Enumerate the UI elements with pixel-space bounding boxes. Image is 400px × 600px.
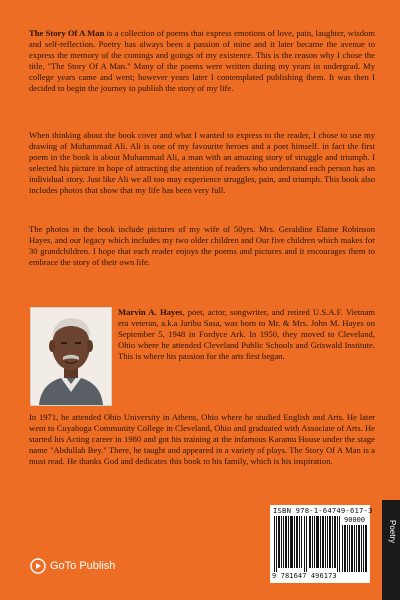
cover-paragraph: When thinking about the book cover and what I wanted to express to the reader, I chose to use my drawing of Muhammad Ali. Ali is one of my favourite heroes and a poet himself. in fact the first poem in the book is about Muhammad Ali, a man with an amazing story of struggle and triumph. I selected his picture in hope of attracting the attention of readers who understand each person has an individual story. Just like Ali we all too may experience struggles, pain, and triumph. This book also includes photos that show that my life has been very full. bbox=[29, 130, 375, 196]
publisher-mark bbox=[30, 558, 115, 574]
ean-barcode-bars bbox=[274, 516, 340, 572]
isbn-number: ISBN 978-1-64749-617-3 bbox=[273, 506, 373, 515]
intro-text: is a collection of poems that express emotions of love, pain, laughter, wisdom and self-reflection. Poetry has always been a passion of mine and it later became the avenue to express the memory of the comings and goings of my existence. This is the reason why I chose the title, "The Story Of A Man." Many of the poems were written during my years in undergrad. My college years came and went; however years later I contemplated publishing them. It was then I decided to begin the journey to publish the story of my life. bbox=[29, 28, 375, 94]
genre-tab bbox=[382, 500, 400, 600]
publisher-name: GoTo Publish bbox=[50, 560, 116, 572]
isbn-barcode bbox=[270, 505, 373, 583]
author-bio-text: , poet, actor, songwriter, and retired U.S.A.F. Vietnam era veteran, a.k.a Jaribu Sasa, was born to Mr. & Mrs. John M. Hayes on September 5, 1948 in Fordyce Ark. In 1950, they moved to Cleveland, Ohio where he attended Cleveland Public Schools and Griswald Institute. This is where his passion for the arts first began. bbox=[118, 307, 375, 362]
career-paragraph: In 1971, he attended Ohio University in Athens, Ohio where he studied English and Arts. He later went to Cuyahoga Community College in Cleveland, Ohio and graduated with Associate of Arts. He started his Acting career in 1980 and got his training at the infamous Karamu House under the stage name "Abdullah Bey." There, he taught and appeared in a variety of plays. The Story Of A Man is a must read. He thanks God and dedicates this book to his family, which is his inspiration. bbox=[29, 412, 375, 467]
goto-publish-logo-icon bbox=[30, 558, 46, 574]
ean-number: 9 781647 496173 bbox=[272, 572, 337, 580]
price-code: 90000 bbox=[344, 516, 366, 524]
author-photo bbox=[30, 307, 112, 406]
author-bio bbox=[118, 307, 375, 362]
book-title: The Story Of A Man bbox=[29, 28, 105, 38]
intro-paragraph bbox=[29, 28, 375, 95]
author-name: Marvin A. Hayes bbox=[118, 307, 183, 317]
genre-label: Poetry bbox=[388, 520, 397, 544]
price-barcode-bars bbox=[342, 525, 367, 572]
photos-paragraph: The photos in the book include pictures of my wife of 50yrs. Mrs. Geraldine Elaine Robinson Hayes, and our legacy which includes my two older children and Our five children which makes for 30 grandchildren. I hope that each reader enjoys the poems and pictures and it encourages them to embrace the story of their own life. bbox=[29, 224, 375, 268]
